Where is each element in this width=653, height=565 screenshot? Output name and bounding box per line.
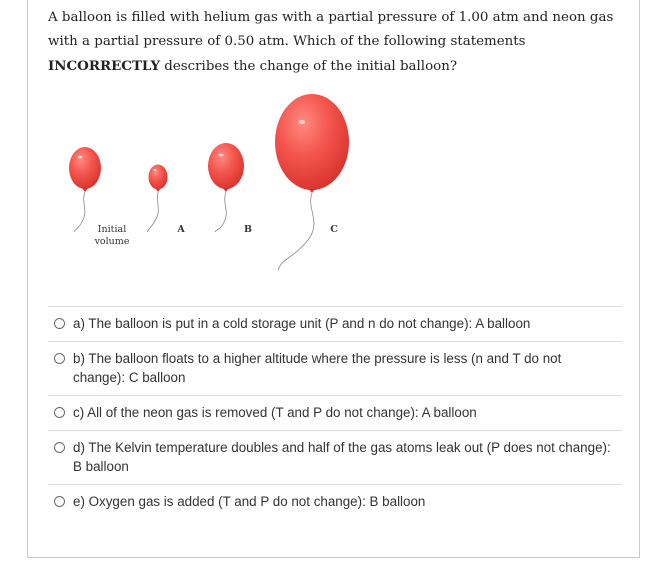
option-d[interactable] (48, 430, 622, 484)
initial-balloon (69, 147, 101, 232)
question-part2: describes the change of the initial balloon? (160, 59, 458, 74)
label-b: B (243, 224, 253, 235)
option-e[interactable] (48, 484, 622, 519)
option-a-text: a) The balloon is put in a cold storage unit (P and n do not change): A balloon (73, 316, 531, 331)
balloon-c (275, 94, 349, 270)
label-initial-line1: Initial (97, 224, 127, 235)
radio-button-icon[interactable] (54, 318, 65, 329)
radio-button-icon[interactable] (54, 407, 65, 418)
option-a[interactable] (48, 306, 622, 341)
label-initial-line2: volume (94, 236, 130, 247)
radio-button-icon[interactable] (54, 353, 65, 364)
option-b-text: b) The balloon floats to a higher altitude where the pressure is less (n and T do not change): C balloon (73, 351, 562, 385)
option-c-text: c) All of the neon gas is removed (T and P do not change): A balloon (73, 405, 477, 420)
question-emphasis: INCORRECTLY (48, 58, 161, 74)
balloon-illustration (50, 82, 370, 282)
label-initial-volume (90, 224, 134, 248)
label-a: A (177, 224, 185, 235)
balloon-a (147, 165, 168, 233)
option-e-text: e) Oxygen gas is added (T and P do not change): B balloon (73, 494, 426, 509)
question-card (27, 0, 640, 558)
radio-button-icon[interactable] (54, 442, 65, 453)
option-b[interactable] (48, 341, 622, 395)
balloon-b (208, 143, 244, 232)
option-d-text: d) The Kelvin temperature doubles and half of the gas atoms leak out (P does not change): B balloon (73, 440, 611, 474)
question-part1: A balloon is filled with helium gas with a partial pressure of 1.00 atm and neon gas with a partial pressure of 0.50 atm. Which of the following statements (48, 10, 614, 49)
answer-options (48, 306, 622, 519)
option-c[interactable] (48, 395, 622, 430)
radio-button-icon[interactable] (54, 496, 65, 507)
label-c: C (330, 224, 338, 235)
question-text (48, 6, 628, 79)
balloon-figure (50, 82, 370, 282)
